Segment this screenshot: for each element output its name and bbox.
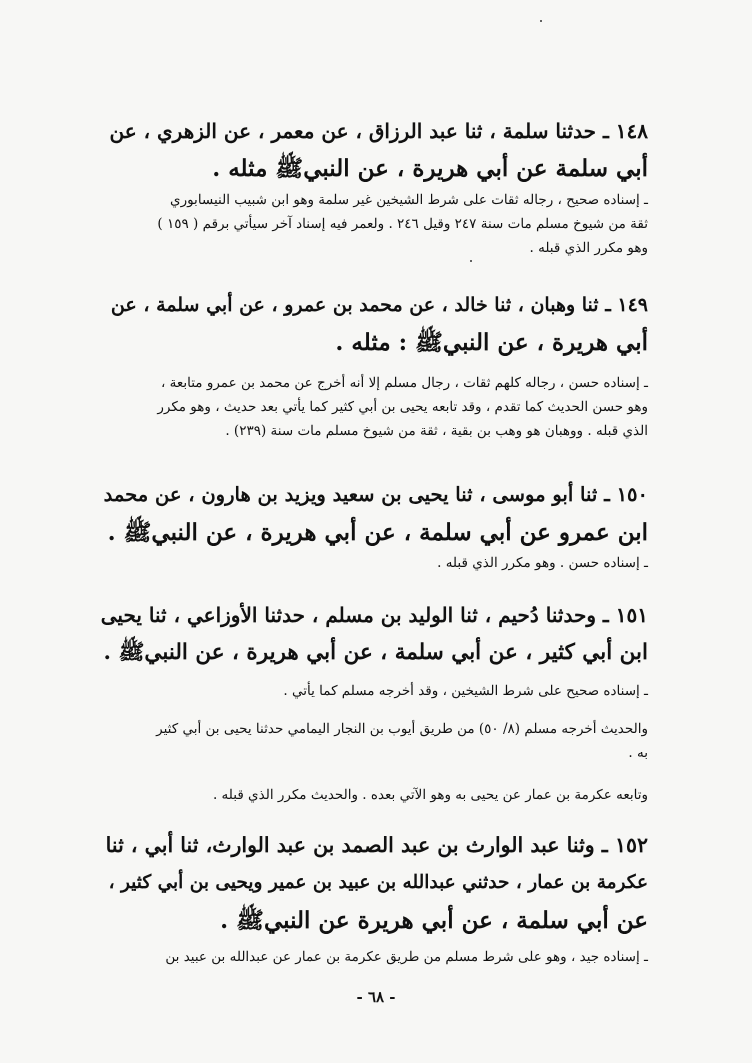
hadith-line: ابن أبي كثير ، عن أبي سلمة ، عن أبي هريرة ، عن النبيﷺ . <box>103 640 648 665</box>
note-line: ـ إسناده جيد ، وهو على شرط مسلم من طريق عكرمة بن عمار عن عبدالله بن عبيد بن <box>165 949 648 965</box>
note-line: ـ إسناده صحيح ، رجاله ثقات على شرط الشيخين غير سلمة وهو ابن شبيب النيسابوري <box>170 192 648 208</box>
note-150 <box>100 551 648 575</box>
note-line: ـ إسناده صحيح على شرط الشيخين ، وقد أخرجه مسلم كما يأتي . <box>283 683 648 699</box>
hadith-line: ١٤٩ ـ ثنا وهبان ، ثنا خالد ، عن محمد بن عمرو ، عن أبي سلمة ، عن <box>110 294 648 316</box>
hadith-150 <box>100 476 648 552</box>
hadith-line: أبي سلمة عن أبي هريرة ، عن النبيﷺ مثله . <box>212 155 648 182</box>
note-line: ـ إسناده حسن ، رجاله كلهم ثقات ، رجال مسلم إلا أنه أخرج عن محمد بن عمرو متابعة ، <box>160 375 648 391</box>
note-line: به . <box>628 745 648 761</box>
hadith-151 <box>100 596 648 672</box>
hadith-line: ابن عمرو عن أبي سلمة ، عن أبي هريرة ، عن النبيﷺ . <box>107 519 648 546</box>
page-number: - ٦٨ - <box>356 988 396 1006</box>
scan-speck <box>470 260 472 262</box>
hadith-148 <box>100 112 648 188</box>
note-148 <box>100 188 648 260</box>
note-line: ثقة من شيوخ مسلم مات سنة ٢٤٧ وقيل ٢٤٦ . ولعمر فيه إسناد آخر سيأتي برقم ( ١٥٩ ) <box>157 216 648 232</box>
scan-speck <box>540 20 542 22</box>
note-151-extra-2 <box>100 783 648 807</box>
note-151-extra <box>100 717 648 765</box>
note-line: وتابعه عكرمة بن عمار عن يحيى به وهو الآتي بعده . والحديث مكرر الذي قبله . <box>212 787 648 803</box>
note-line: ـ إسناده حسن . وهو مكرر الذي قبله . <box>437 555 648 571</box>
note-152 <box>100 945 648 969</box>
note-line: الذي قبله . ووهبان هو وهب بن بقية ، ثقة من شيوخ مسلم مات سنة (٢٣٩) . <box>225 423 648 439</box>
note-line: وهو مكرر الذي قبله . <box>529 240 648 256</box>
hadith-line: ١٥١ ـ وحدثنا دُحيم ، ثنا الوليد بن مسلم ، حدثنا الأوزاعي ، ثنا يحيى <box>100 603 648 627</box>
note-149 <box>100 371 648 443</box>
note-151 <box>100 679 648 703</box>
hadith-149 <box>100 286 648 362</box>
note-line: وهو حسن الحديث كما تقدم ، وقد تابعه يحيى بن أبي كثير كما يأتي بعد حديث ، وهو مكرر <box>157 399 648 415</box>
hadith-152 <box>100 826 648 940</box>
hadith-line: ١٥٠ ـ ثنا أبو موسى ، ثنا يحيى بن سعيد ويزيد بن هارون ، عن محمد <box>103 483 648 506</box>
note-line: والحديث أخرجه مسلم (٨/ ٥٠) من طريق أيوب بن النجار اليمامي حدثنا يحيى بن أبي كثير <box>156 721 648 737</box>
hadith-line: أبي هريرة ، عن النبيﷺ : مثله . <box>335 329 648 356</box>
hadith-line: ١٤٨ ـ حدثنا سلمة ، ثنا عبد الرزاق ، عن معمر ، عن الزهري ، عن <box>109 119 648 143</box>
hadith-line: عن أبي سلمة ، عن أبي هريرة عن النبيﷺ . <box>220 907 648 934</box>
hadith-line: عكرمة بن عمار ، حدثني عبدالله بن عبيد بن عمير ويحيى بن أبي كثير ، <box>108 872 648 893</box>
hadith-line: ١٥٢ ـ وثنا عبد الوارث بن عبد الصمد بن عبد الوارث، ثنا أبي ، ثنا <box>105 833 648 857</box>
